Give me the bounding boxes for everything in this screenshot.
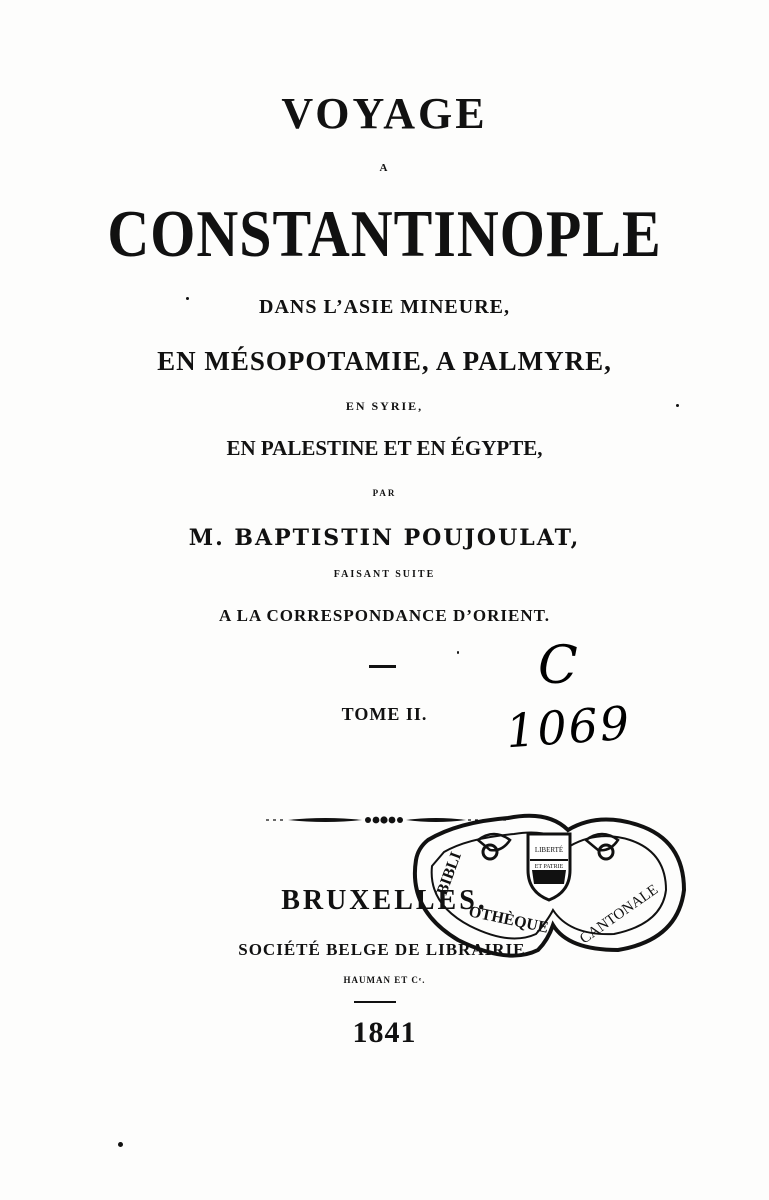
stamp-text-left: BIBLI: [433, 849, 465, 898]
book-main-title: CONSTANTINOPLE: [107, 196, 662, 271]
subtitle-line-3: EN SYRIE,: [345, 399, 424, 413]
following-note: FAISANT SUITE: [333, 569, 436, 580]
subtitle-line-1: DANS L’ASIE MINEURE,: [259, 296, 510, 318]
divider-rule: [354, 1001, 396, 1003]
divider-dash: [369, 665, 396, 668]
handwritten-shelf-number: 1069: [504, 695, 633, 759]
publication-city: BRUXELLES.: [281, 885, 488, 916]
ink-speck: [676, 404, 679, 407]
stamp-text-middle: OTHÈQUE: [467, 903, 550, 937]
handwritten-shelf-letter: C: [538, 636, 578, 696]
correspondence-note: A LA CORRESPONDANCE D’ORIENT.: [219, 606, 550, 625]
author-name: M. BAPTISTIN POUJOULAT,: [188, 525, 581, 551]
stamp-shield-text-1: LIBERTÉ: [534, 846, 564, 854]
volume-number: TOME II.: [341, 704, 428, 724]
ink-speck: [186, 297, 189, 300]
publisher-name: SOCIÉTÉ BELGE DE LIBRAIRIE.: [238, 940, 531, 959]
ink-speck: [118, 1142, 123, 1147]
stamp-text-right: CANTONALE: [577, 881, 662, 948]
publisher-subline: HAUMAN ET Cᵉ.: [343, 975, 426, 985]
book-title: VOYAGE: [281, 89, 488, 138]
title-preposition: A: [379, 162, 390, 174]
subtitle-line-2: EN MÉSOPOTAMIE, A PALMYRE,: [157, 346, 612, 376]
ink-speck: [457, 651, 459, 654]
by-line: PAR: [372, 488, 397, 498]
publication-year: 1841: [352, 1016, 417, 1049]
subtitle-line-4: EN PALESTINE ET EN ÉGYPTE,: [226, 436, 543, 460]
stamp-shield-text-2: ET PATRIE: [534, 864, 564, 870]
